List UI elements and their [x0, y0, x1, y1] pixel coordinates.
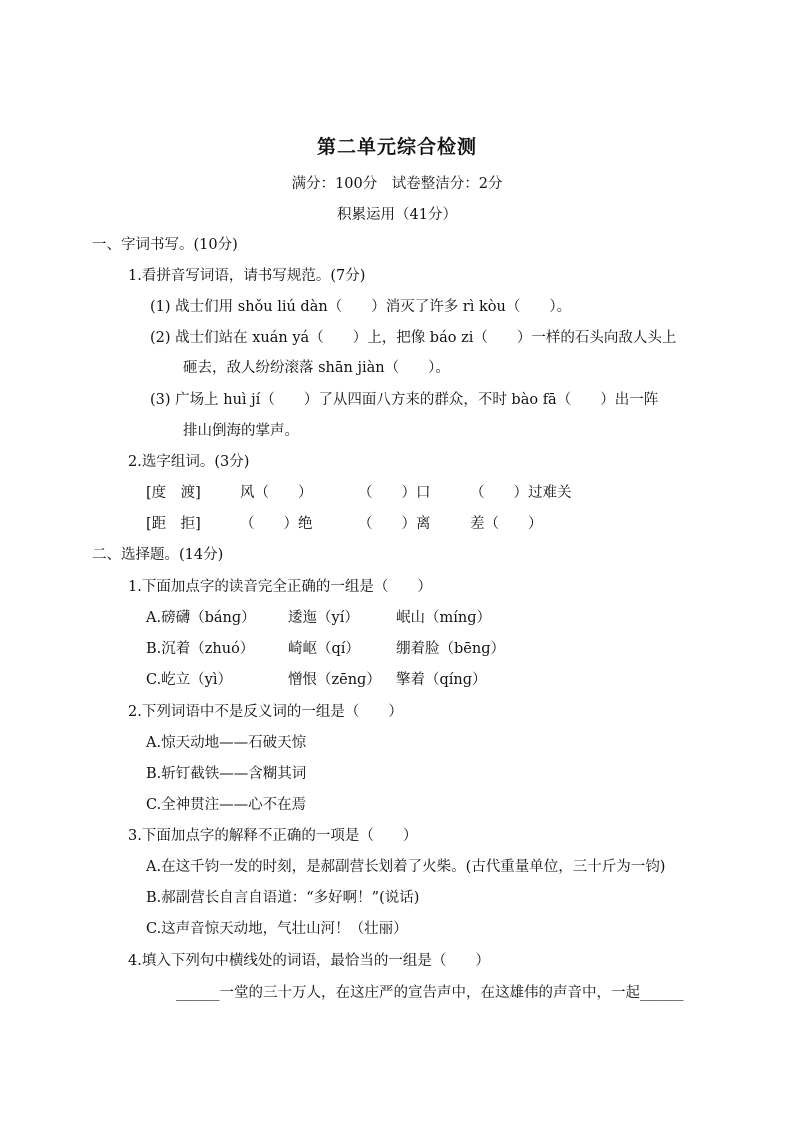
- word-blank: 差（ ）: [470, 516, 543, 532]
- s1-q2-prompt: 2.选字组词。(3分): [128, 454, 250, 470]
- s1-q1-item3-cont: 排山倒海的掌声。: [183, 423, 299, 439]
- option-word: 擎着（qínɡ）: [396, 672, 487, 688]
- s2-q2-option-c: C.全神贯注——心不在焉: [146, 797, 307, 813]
- score-info: 满分：100分 试卷整洁分：2分: [291, 176, 503, 192]
- s1-q1-item3: (3) 广场上 huì jí（ ）了从四面八方来的群众，不时 bào fā（ ）出一阵: [150, 392, 659, 408]
- word-blank: （ ）口: [358, 485, 431, 501]
- s2-q2-option-b: B.斩钉截铁——含糊其词: [146, 766, 307, 782]
- s2-q3-option-b: B.郝副营长自言自语道：“多好啊！”(说话): [146, 890, 420, 906]
- section2-heading: 二、选择题。(14分): [92, 547, 224, 563]
- part-heading: 积累运用（41分）: [337, 207, 457, 223]
- s2-q1-prompt: 1.下面加点字的读音完全正确的一组是（ ）: [128, 579, 432, 595]
- option-word: 逶迤（yí）: [288, 610, 359, 626]
- s2-q1-option-a: [146, 608, 491, 628]
- s2-q3-option-a: A.在这千钧一发的时刻，是郝副营长划着了火柴。(古代重量单位，三十斤为一钧): [146, 859, 666, 875]
- option-word: 岷山（mínɡ）: [396, 610, 492, 626]
- option-word: 崎岖（qí）: [288, 641, 360, 657]
- option-word: A.磅礴（bánɡ）: [146, 610, 256, 626]
- option-word: B.沉着（zhuó）: [146, 641, 255, 657]
- s2-q4-sentence: ______一堂的三十万人，在这庄严的宣告声中，在这雄伟的声音中，一起______: [176, 985, 684, 1001]
- s1-q1-item2-cont: 砸去，敌人纷纷滚落 shān jiàn（ ）。: [183, 360, 450, 376]
- word-blank: （ ）离: [358, 516, 431, 532]
- s1-q1-item2: (2) 战士们站在 xuán yá（ ）上，把像 báo zi（ ）一样的石头向敌人头上: [150, 330, 677, 346]
- word-blank: （ ）过难关: [470, 485, 572, 501]
- s2-q3-prompt: 3.下面加点字的解释不正确的一项是（ ）: [128, 828, 418, 844]
- option-word: 憎恨（zēnɡ）: [288, 672, 381, 688]
- s1-q1-item1: (1) 战士们用 shǒu liú dàn（ ）消灭了许多 rì kòu（ ）。: [150, 299, 572, 315]
- section1-heading: 一、字词书写。(10分): [92, 237, 238, 253]
- s2-q4-prompt: 4.填入下列句中横线处的词语，最恰当的一组是（ ）: [128, 953, 490, 969]
- word-blank: 风（ ）: [240, 485, 313, 501]
- word-blank: （ ）绝: [240, 516, 313, 532]
- s1-q2-row2: [146, 514, 543, 534]
- option-word: C.屹立（yì）: [146, 672, 233, 688]
- option-word: 绷着脸（bēnɡ）: [396, 641, 505, 657]
- s1-q2-row1: [146, 483, 572, 503]
- s2-q3-option-c: C.这声音惊天动地，气壮山河！（壮丽）: [146, 921, 408, 937]
- page-title: 第二单元综合检测: [316, 136, 477, 158]
- s2-q1-option-c: [146, 670, 487, 690]
- s2-q2-option-a: A.惊天动地——石破天惊: [146, 735, 307, 751]
- s1-q1-prompt: 1.看拼音写词语，请书写规范。(7分): [128, 268, 366, 284]
- s2-q1-option-b: [146, 639, 505, 659]
- char-pair: [距 拒]: [146, 516, 201, 532]
- char-pair: [度 渡]: [146, 485, 201, 501]
- s2-q2-prompt: 2.下列词语中不是反义词的一组是（ ）: [128, 704, 403, 720]
